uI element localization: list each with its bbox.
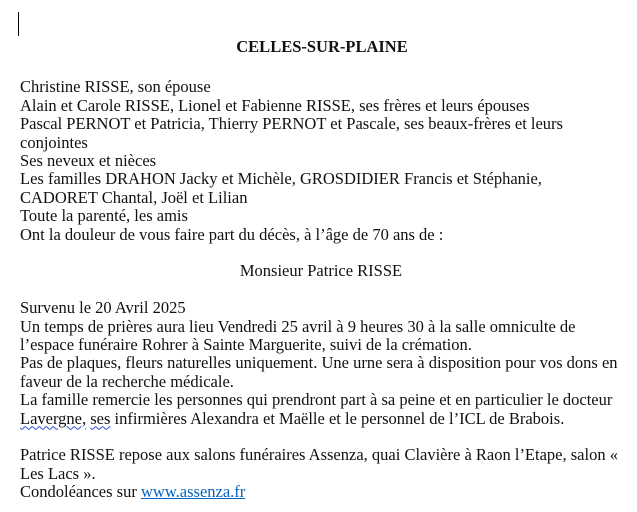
flowers-info: Pas de plaques, fleurs naturelles uniquement. Une urne sera à disposition pour vos dons en faveur de la recherche médicale. bbox=[20, 353, 618, 391]
document-title: CELLES-SUR-PLAINE bbox=[236, 37, 408, 56]
ceremony-info: Un temps de prières aura lieu Vendredi 25 avril à 9 heures 30 à la salle omniculte de l’espace funéraire Rohrer à Sainte Marguerite, suivi de la crémation. bbox=[20, 316, 576, 355]
website-link[interactable]: www.assenza.fr bbox=[140, 482, 246, 502]
family-line-families: Les familles DRAHON Jacky et Michèle, GROSDIDIER Francis et Stéphanie, CADORET Chantal, Joël et Lilian bbox=[20, 169, 542, 207]
family-line-relatives: Toute la parenté, les amis bbox=[20, 206, 188, 226]
family-line-siblings: Alain et Carole RISSE, Lionel et Fabienne RISSE, ses frères et leurs épouses bbox=[20, 95, 530, 115]
deceased-name: Monsieur Patrice RISSE bbox=[239, 261, 403, 281]
family-line-in-laws: Pascal PERNOT et Patricia, Thierry PERNOT et Pascale, ses beaux-frères et leurs conjointes bbox=[20, 114, 563, 152]
family-line-nephews: Ses neveux et nièces bbox=[20, 151, 157, 171]
text-cursor bbox=[18, 12, 19, 36]
spellcheck-doctor: Lavergne, bbox=[20, 408, 87, 428]
spacer bbox=[20, 244, 620, 262]
spacer bbox=[20, 281, 620, 299]
thanks-paragraph bbox=[20, 391, 620, 428]
spellcheck-ses: ses bbox=[90, 408, 111, 428]
death-date: Survenu le 20 Avril 2025 bbox=[20, 298, 186, 318]
condolences-label: Condoléances sur bbox=[20, 482, 141, 502]
condolences-line bbox=[20, 483, 620, 501]
thanks-text: La famille remercie les personnes qui prendront part à sa peine et en particulier le docteur bbox=[20, 390, 613, 410]
obituary-document bbox=[20, 38, 620, 502]
salons-info: Patrice RISSE repose aux salons funéraires Assenza, quai Clavière à Raon l’Etape, salon « Les Lacs ». bbox=[20, 445, 618, 483]
announcement-line: Ont la douleur de vous faire part du décès, à l’âge de 70 ans de : bbox=[20, 224, 444, 244]
spacer bbox=[20, 428, 620, 446]
thanks-text-end: infirmières Alexandra et Maëlle et le personnel de l’ICL de Brabois. bbox=[110, 408, 565, 428]
family-line-spouse: Christine RISSE, son épouse bbox=[20, 77, 211, 97]
